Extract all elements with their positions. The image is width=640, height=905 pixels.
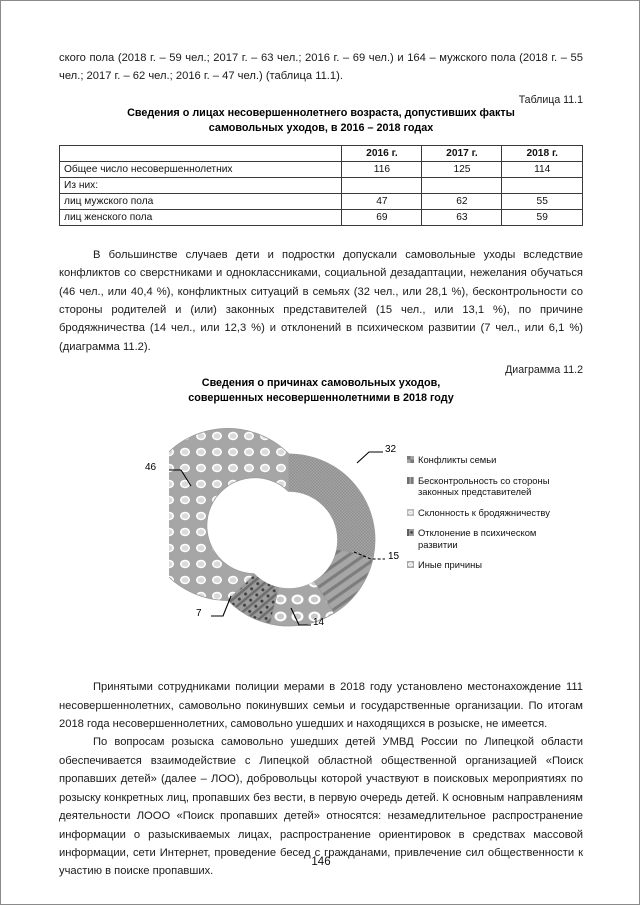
table-caption-label: Таблица 11.1 (518, 93, 583, 106)
table-row-label: Общее число несовершеннолетних (60, 161, 342, 177)
data-label-46: 46 (145, 462, 157, 474)
donut-hole (241, 492, 337, 588)
table-row (60, 193, 583, 209)
legend-swatch-icon (407, 456, 414, 463)
legend-label-line-1: Иные причины (418, 559, 483, 571)
table-row (60, 209, 583, 225)
legend-item-vagrancy (407, 507, 583, 519)
data-label-7: 7 (196, 608, 202, 620)
legend-item-conflicts (407, 454, 583, 466)
donut-chart (145, 420, 409, 660)
table-cell-2016: 47 (342, 193, 422, 209)
table-row-label: лиц мужского пола (60, 193, 342, 209)
legend-swatch-icon (407, 509, 414, 516)
legend-item-other (407, 559, 583, 571)
table-cell-2017: 125 (422, 161, 502, 177)
table-header-row (60, 145, 583, 161)
table-row-label: Из них: (60, 177, 342, 193)
legend-swatch-icon (407, 529, 414, 536)
paragraph-continuation: ского пола (2018 г. – 59 чел.; 2017 г. – 63 чел.; 2016 г. – 69 чел.) и 164 – мужского пола (2018 г. – 55 чел.; 2017 г. – 62 чел.; 2016 г. – 47 чел.) (таблица 11.1). (59, 52, 583, 83)
chart-area (59, 412, 583, 662)
table-cell-2017 (422, 177, 502, 193)
paragraph-police-measures: Принятыми сотрудниками полиции мерами в 2018 году установлено местонахождение 111 несовершеннолетних, самовольно покинувших семьи и государственные организации. По итогам 2018 года несовершеннолетних, самовольно ушедших и находящихся в розыске, не имеется. (59, 681, 583, 731)
legend-label-line-1: Отклонение в психическом (418, 527, 537, 539)
legend-label-line-1: Склонность к бродяжничеству (418, 506, 550, 518)
table-row (60, 177, 583, 193)
legend-item-mental-deviation (407, 527, 583, 550)
legend-item-no-control (407, 475, 583, 498)
table-cell-2018: 55 (502, 193, 583, 209)
data-label-15: 15 (388, 551, 400, 563)
leader-line-32 (357, 452, 383, 463)
paragraph-search-organization: По вопросам розыска самовольно ушедших детей УМВД России по Липецкой области обеспечивается взаимодействие с Липецкой областной общественной организацией «Поиск пропавших детей» (далее – ЛОО), добровольцы которой участвуют в поисковых мероприятиях по розыску конкретных лиц, пропавших без вести, в первую очередь детей. К основным направлениям деятельности ЛООО «Поиск пропавших детей» относятся: незамедлительное распространение информации о разыскиваемых лицах, распространение ориентировок в средствах массовой информации, сети Интернет, проведение бесед с гражданами, привлечение сил общественности к участию в поиске пропавших. (59, 736, 583, 878)
data-label-14: 14 (313, 617, 325, 629)
legend-label-line-2: законных представителей (418, 486, 532, 498)
minors-runaway-table (59, 145, 583, 226)
data-label-32: 32 (385, 444, 397, 456)
table-cell-2018 (502, 177, 583, 193)
table-header-cell-2: 2017 г. (422, 145, 502, 161)
table-title-line-2: самовольных уходов, в 2016 – 2018 годах (208, 122, 434, 135)
table-header-cell-0 (60, 145, 342, 161)
table-cell-2016: 116 (342, 161, 422, 177)
table-cell-2018: 114 (502, 161, 583, 177)
diagram-caption-label: Диаграмма 11.2 (505, 364, 583, 377)
table-row-label: лиц женского пола (60, 209, 342, 225)
legend-label-line-1: Бесконтрольность со стороны (418, 474, 550, 486)
donut-svg (169, 420, 409, 660)
chart-legend (407, 454, 583, 580)
table-header-cell-3: 2018 г. (502, 145, 583, 161)
table-header-cell-1: 2016 г. (342, 145, 422, 161)
legend-label-line-2: развитии (418, 538, 458, 550)
table-cell-2016 (342, 177, 422, 193)
paragraph-causes: В большинстве случаев дети и подростки допускали самовольные уходы вследствие конфликтов со сверстниками и одноклассниками, социальной дезадаптации, нежелания обучаться (46 чел., или 40,4 %), конфликтных ситуаций в семьях (32 чел., или 28,1 %), бесконтрольности со стороны родителей и (или) законных представителей (15 чел., или 13,1 %), по причине бродяжничества (14 чел., или 12,3 %) и отклонений в психическом развитии (7 чел., или 6,1 %) (диаграмма 11.2). (59, 248, 583, 353)
legend-swatch-icon (407, 561, 414, 568)
legend-swatch-icon (407, 477, 414, 484)
chart-title-line-1: Сведения о причинах самовольных уходов, (201, 377, 441, 390)
chart-title-line-2: совершенных несовершеннолетними в 2018 году (188, 392, 454, 405)
table-title-line-1: Сведения о лицах несовершеннолетнего возраста, допустивших факты (127, 106, 515, 119)
page-number: 146 (311, 856, 331, 868)
page-content (59, 49, 583, 881)
table-cell-2016: 69 (342, 209, 422, 225)
table-row (60, 161, 583, 177)
legend-label-line-1: Конфликты семьи (418, 454, 497, 466)
table-cell-2018: 59 (502, 209, 583, 225)
table-cell-2017: 63 (422, 209, 502, 225)
table-cell-2017: 62 (422, 193, 502, 209)
